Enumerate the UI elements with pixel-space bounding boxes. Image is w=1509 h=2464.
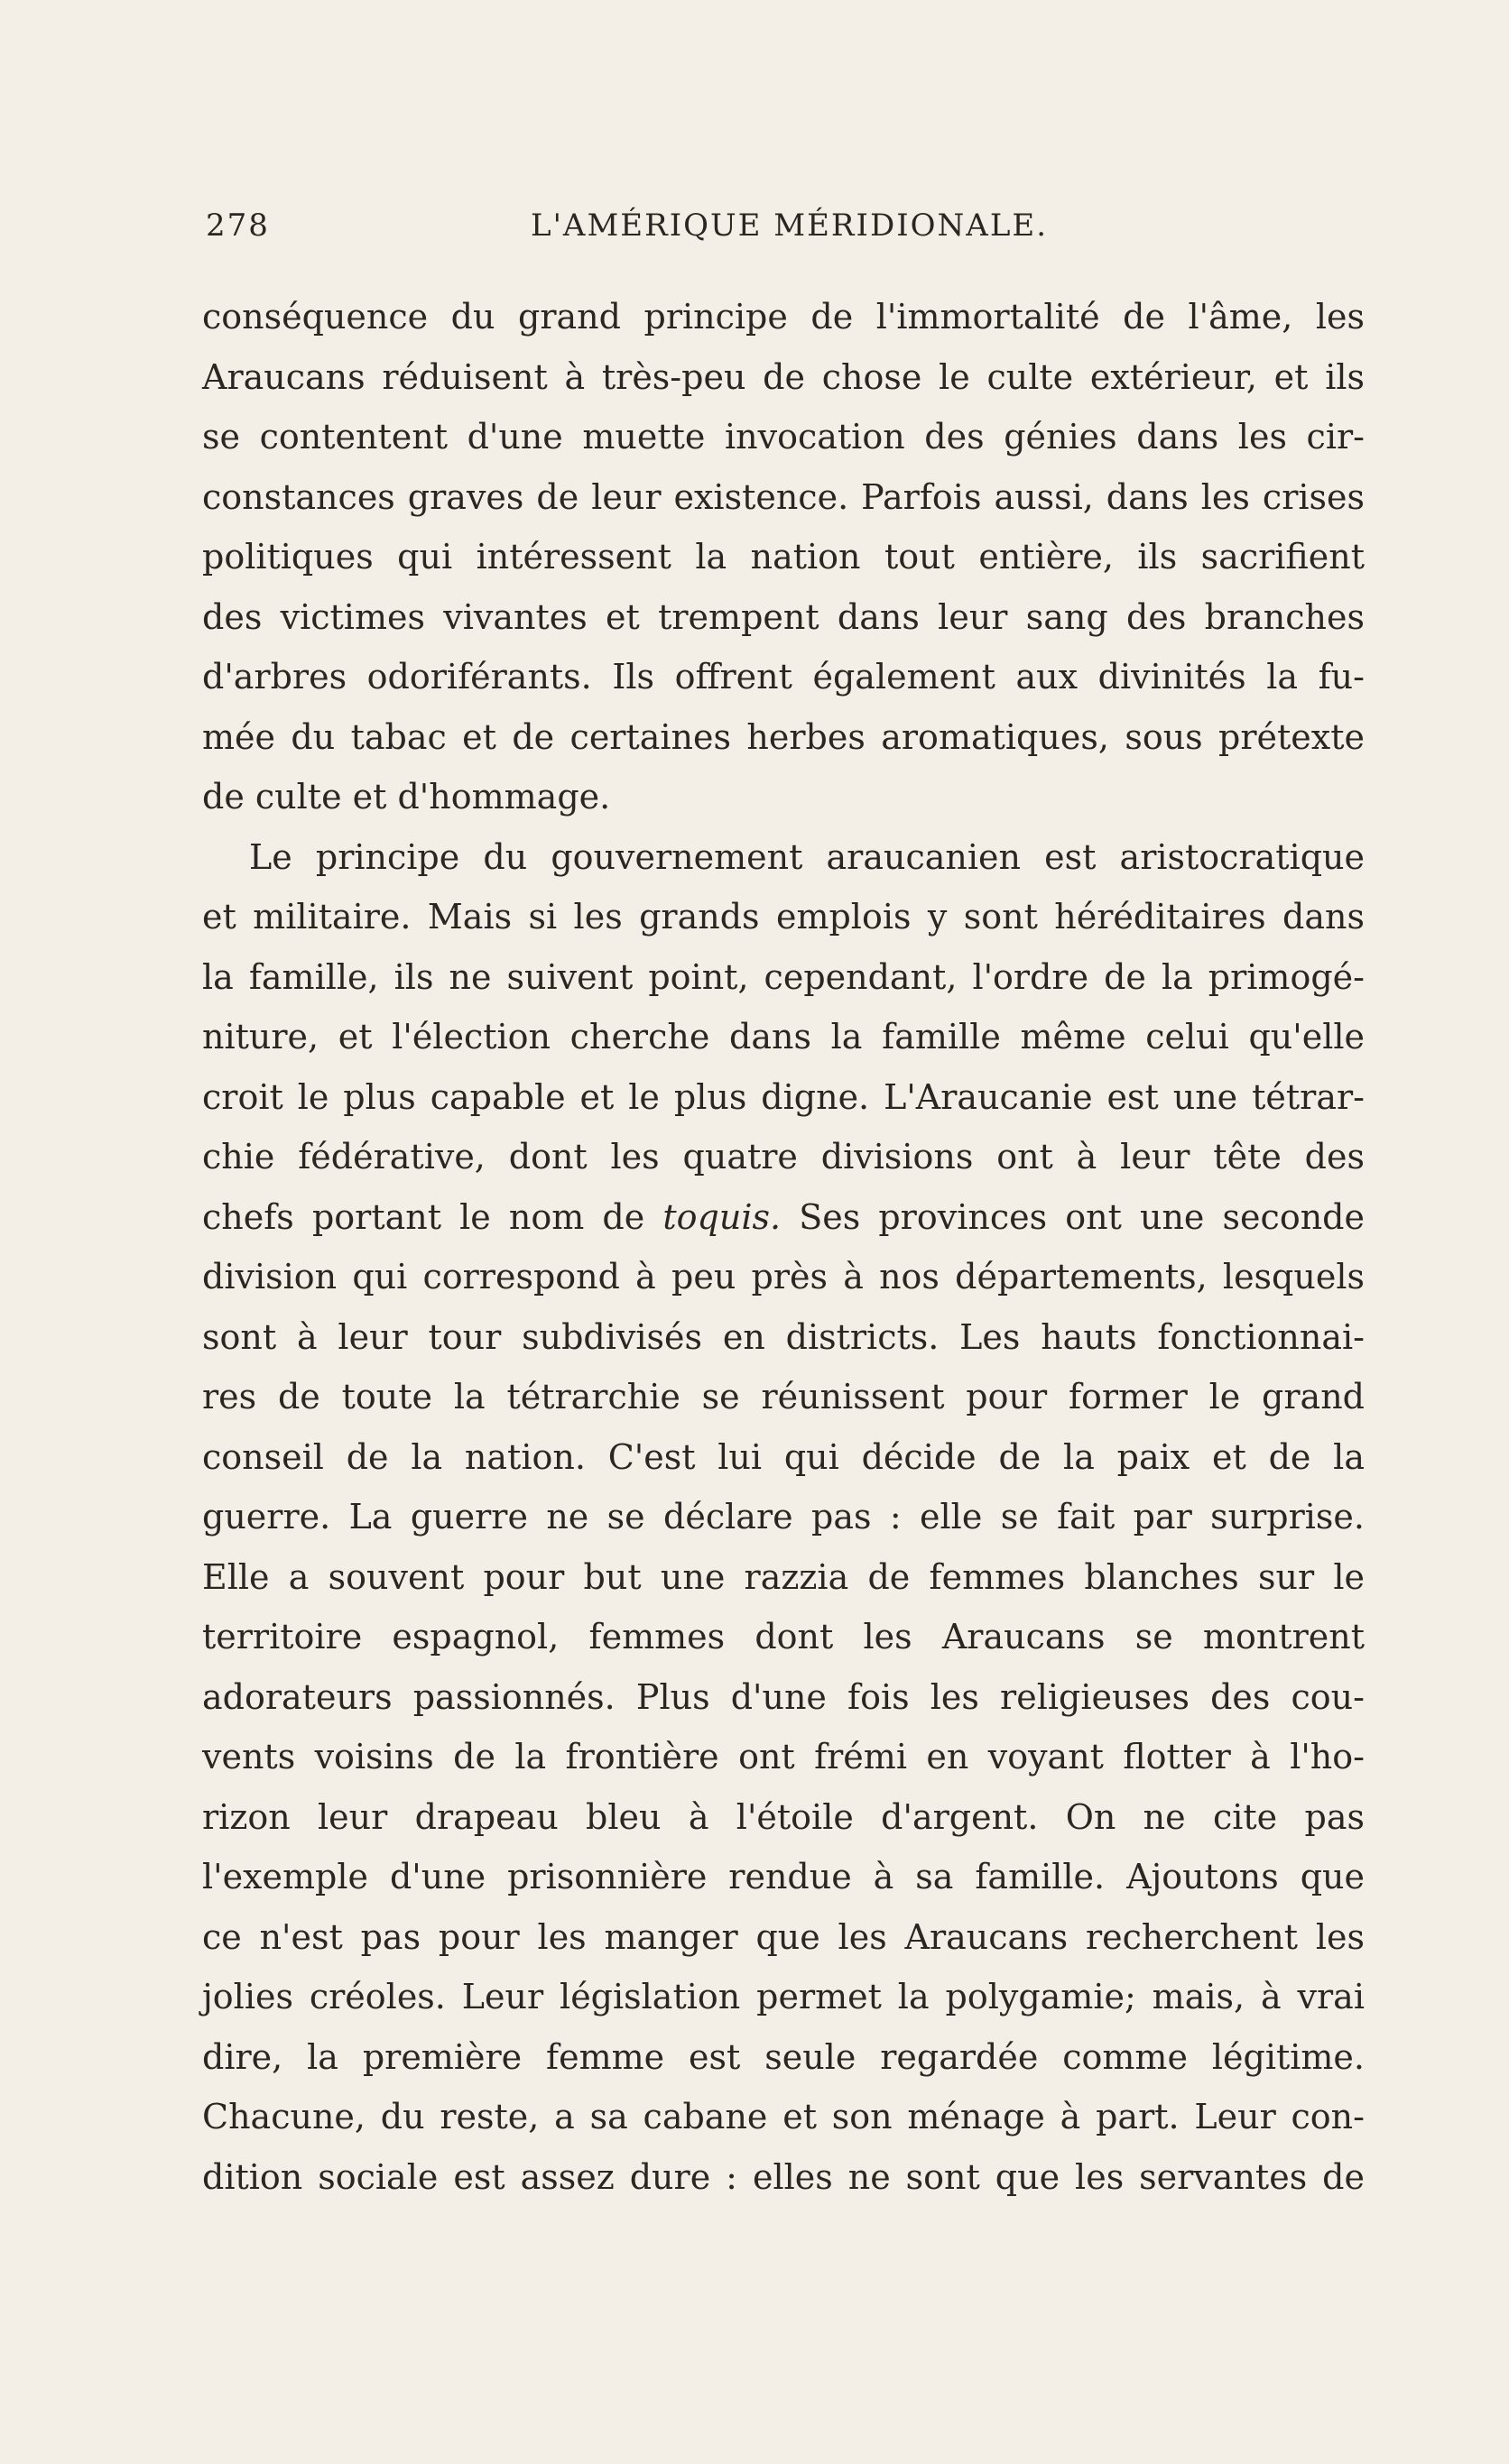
text-line: dition sociale est assez dure : elles ne sont que les servantes de <box>202 2156 1365 2197</box>
text-line: Elle a souvent pour but une razzia de femmes blanches sur le <box>202 1556 1365 1597</box>
running-title: L'AMÉRIQUE MÉRIDIONALE. <box>531 208 1049 244</box>
text-line: chie fédérative, dont les quatre divisions ont à leur tête des <box>202 1137 1365 1177</box>
paragraph-start-line: Le principe du gouvernement araucanien est aristocratique <box>249 836 1365 877</box>
text-line: Araucans réduisent à très-peu de chose le culte extérieur, et ils <box>202 356 1365 397</box>
text-line: la famille, ils ne suivent point, cependant, l'ordre de la primogé- <box>202 956 1365 997</box>
text-line: mée du tabac et de certaines herbes aromatiques, sous prétexte <box>202 716 1365 757</box>
text-line: jolies créoles. Leur législation permet la polygamie; mais, à vrai <box>202 1977 1365 2016</box>
text-line: vents voisins de la frontière ont frémi en voyant flotter à l'ho- <box>202 1737 1365 1776</box>
text-line: division qui correspond à peu près à nos départements, lesquels <box>202 1257 1365 1297</box>
text-line: conséquence du grand principe de l'immortalité de l'âme, les <box>202 297 1365 337</box>
text-segment: Ses provinces ont une seconde <box>781 1196 1365 1237</box>
body-text <box>202 287 1365 2207</box>
text-line: res de toute la tétrarchie se réunissent pour former le grand <box>202 1377 1365 1417</box>
text-line: constances graves de leur existence. Parfois aussi, dans les crises <box>202 476 1365 517</box>
text-line: d'arbres odoriférants. Ils offrent également aux divinités la fu- <box>202 657 1365 697</box>
text-line: rizon leur drapeau bleu à l'étoile d'argent. On ne cite pas <box>202 1796 1365 1837</box>
italic-term: toquis. <box>662 1196 782 1237</box>
text-line: conseil de la nation. C'est lui qui décide de la paix et de la <box>202 1436 1365 1477</box>
text-line-with-italic <box>202 1187 1365 1248</box>
text-line: croit le plus capable et le plus digne. L'Araucanie est une tétrar- <box>202 1076 1365 1117</box>
text-line: l'exemple d'une prisonnière rendue à sa famille. Ajoutons que <box>202 1857 1365 1896</box>
text-line: et militaire. Mais si les grands emplois y sont héréditaires dans <box>202 897 1365 937</box>
page-number: 278 <box>206 208 270 244</box>
text-line: des victimes vivantes et trempent dans leur sang des branches <box>202 596 1365 637</box>
text-line: Chacune, du reste, a sa cabane et son ménage à part. Leur con- <box>202 2097 1365 2136</box>
text-line: niture, et l'élection cherche dans la famille même celui qu'elle <box>202 1017 1365 1057</box>
text-line: sont à leur tour subdivisés en districts. Les hauts fonctionnai- <box>202 1316 1365 1357</box>
text-line: ce n'est pas pour les manger que les Araucans recherchent les <box>202 1916 1365 1957</box>
text-line: guerre. La guerre ne se déclare pas : elle se fait par surprise. <box>202 1497 1365 1537</box>
text-segment: chefs portant le nom de <box>202 1196 663 1237</box>
text-line: adorateurs passionnés. Plus d'une fois les religieuses des cou- <box>202 1676 1365 1717</box>
text-line: territoire espagnol, femmes dont les Araucans se montrent <box>202 1617 1365 1657</box>
text-line: se contentent d'une muette invocation des génies dans les cir- <box>202 417 1365 457</box>
page-header <box>206 208 1347 253</box>
text-line: dire, la première femme est seule regardée comme légitime. <box>202 2036 1365 2077</box>
paragraph-end-line: de culte et d'hommage. <box>202 777 611 817</box>
text-line: politiques qui intéressent la nation tout entière, ils sacrifient <box>202 537 1365 577</box>
